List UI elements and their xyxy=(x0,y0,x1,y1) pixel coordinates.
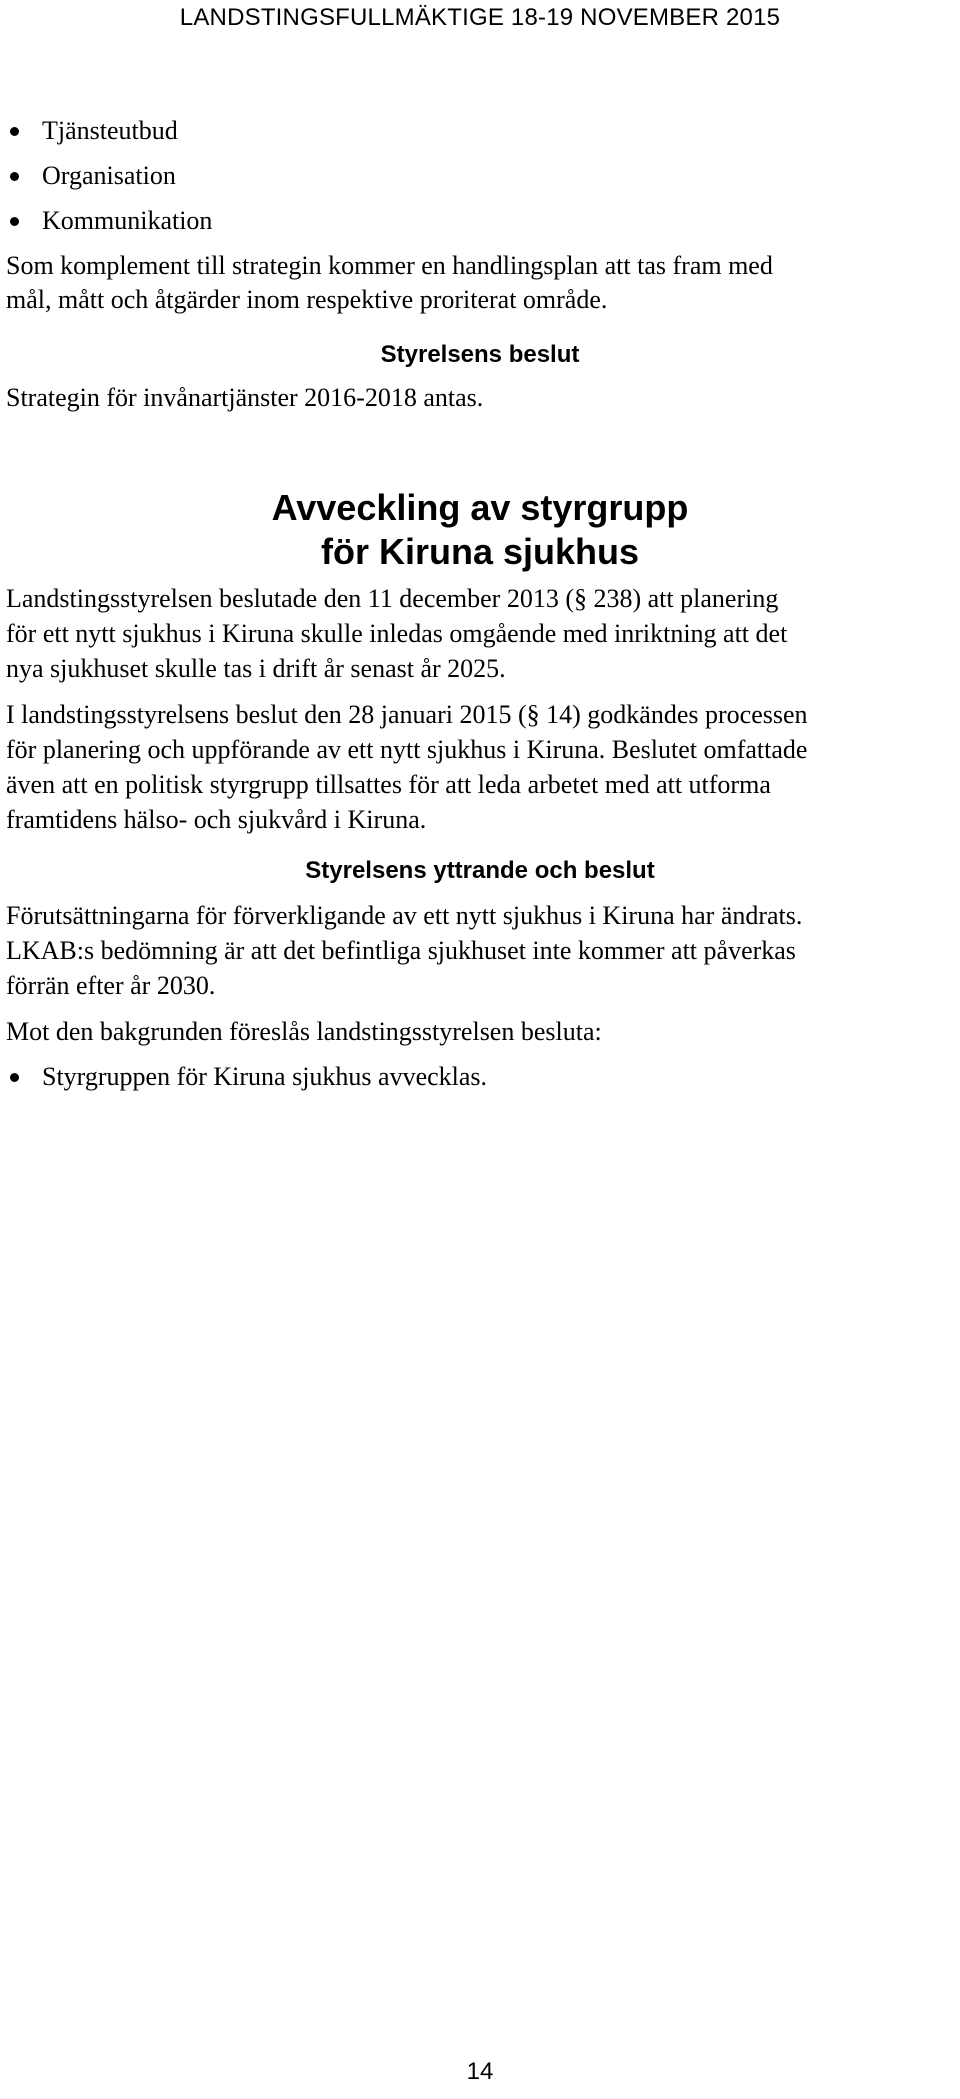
section-subheading: Styrelsens yttrande och beslut xyxy=(305,857,655,884)
paragraph-line: Mot den bakgrunden föreslås landstingsstyrelsen besluta: xyxy=(6,1017,602,1046)
list-item xyxy=(0,1060,960,1094)
paragraph-line: LKAB:s bedömning är att det befintliga sjukhuset inte kommer att påverkas xyxy=(6,936,796,965)
intro-paragraph-line: mål, mått och åtgärder inom respektive proriterat område. xyxy=(6,285,608,314)
list-item-text: Organisation xyxy=(42,161,176,190)
paragraph-line: I landstingsstyrelsens beslut den 28 januari 2015 (§ 14) godkändes processen xyxy=(6,700,808,729)
page-number: 14 xyxy=(466,2058,494,2085)
paragraph-line: Landstingsstyrelsen beslutade den 11 december 2013 (§ 238) att planering xyxy=(6,584,779,613)
paragraph-line: nya sjukhuset skulle tas i drift år senast år 2025. xyxy=(6,654,506,683)
section-title-line: för Kiruna sjukhus xyxy=(320,531,640,572)
intro-paragraph-line: Som komplement till strategin kommer en handlingsplan att tas fram med xyxy=(6,251,773,280)
paragraph-line: framtidens hälso- och sjukvård i Kiruna. xyxy=(6,805,427,834)
section-subheading: Styrelsens beslut xyxy=(380,341,580,368)
paragraph-line: Förutsättningarna för förverkligande av ett nytt sjukhus i Kiruna har ändrats. xyxy=(6,901,803,930)
list-item-text: Styrgruppen för Kiruna sjukhus avvecklas. xyxy=(42,1062,488,1091)
bullet-icon xyxy=(10,217,19,226)
page-header: LANDSTINGSFULLMÄKTIGE 18-19 NOVEMBER 2015 xyxy=(179,4,781,31)
section-title-line: Avveckling av styrgrupp xyxy=(271,487,689,528)
paragraph-line: även att en politisk styrgrupp tillsattes för att leda arbetet med att utforma xyxy=(6,770,771,799)
list-item-text: Kommunikation xyxy=(42,206,213,235)
list-item xyxy=(0,204,960,238)
list-item-text: Tjänsteutbud xyxy=(42,116,178,145)
paragraph-line: för planering och uppförande av ett nytt sjukhus i Kiruna. Beslutet omfattade xyxy=(6,735,808,764)
bullet-icon xyxy=(10,127,19,136)
paragraph-line: för ett nytt sjukhus i Kiruna skulle inledas omgående med inriktning att det xyxy=(6,619,788,648)
list-item xyxy=(0,114,960,148)
decision-text: Strategin för invånartjänster 2016-2018 antas. xyxy=(6,383,484,412)
paragraph-line: förrän efter år 2030. xyxy=(6,971,216,1000)
list-item xyxy=(0,159,960,193)
bullet-icon xyxy=(10,1073,19,1082)
bullet-icon xyxy=(10,172,19,181)
